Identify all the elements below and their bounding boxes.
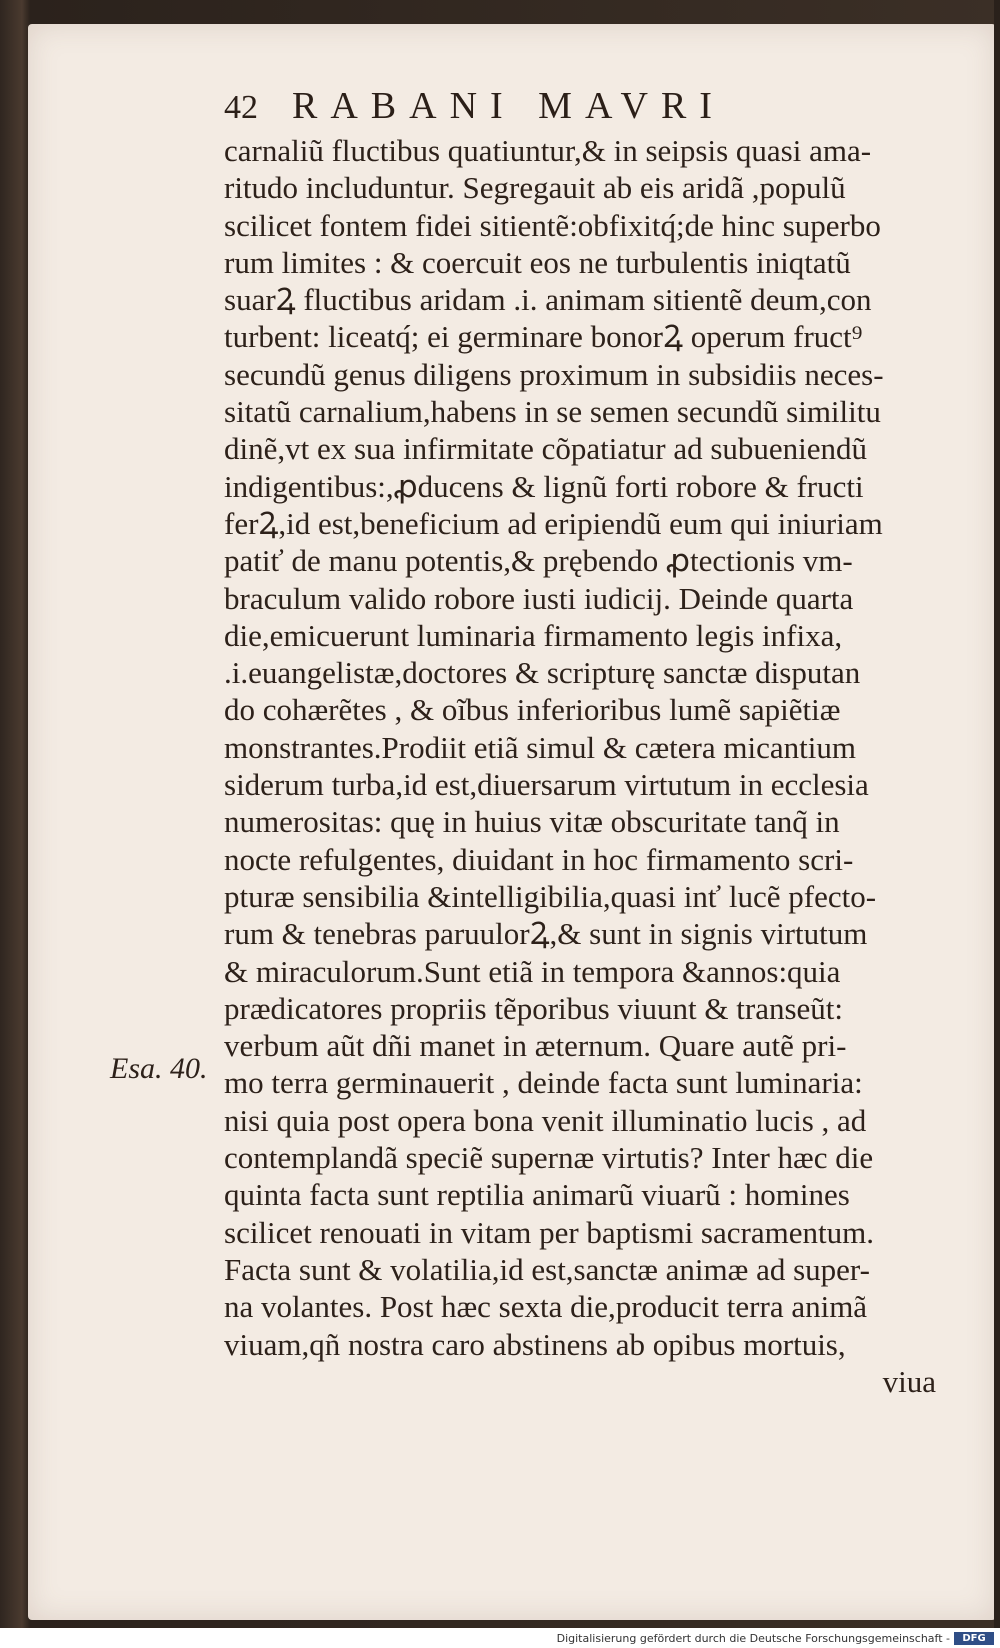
body-text xyxy=(224,132,944,1400)
dfg-logo-icon: DFG xyxy=(954,1632,994,1645)
text-line: prædicatores propriis tẽporibus viuunt & transeũt: xyxy=(224,990,844,1026)
marginal-note: Esa. 40. xyxy=(110,1052,208,1085)
text-line: scilicet fontem fidei sitientẽ:obfixitq́;de hinc superbo xyxy=(224,207,881,243)
text-line: turbent: liceatq́; ei germinare bonorꝜ operum fruct⁹ xyxy=(224,319,863,355)
text-line: die,emicuerunt luminaria firmamento legis infixa, xyxy=(224,617,843,653)
text-line: siderum turba,id est,diuersarum virtutum in ecclesia xyxy=(224,767,869,803)
text-line: verbum aũt dñi manet in æternum. Quare autẽ pri- xyxy=(224,1028,847,1064)
text-line: mo terra germinauerit , deinde facta sunt luminaria: xyxy=(224,1065,863,1101)
text-line: & miraculorum.Sunt etiã in tempora &annos:quia xyxy=(224,953,841,989)
text-line: ritudo includuntur. Segregauit ab eis aridã ,populũ xyxy=(224,170,846,206)
text-line: .i.euangelistæ,doctores & scripturę sanctæ disputan xyxy=(224,655,861,691)
text-line: contemplandã speciẽ supernæ virtutis? Inter hæc die xyxy=(224,1140,874,1176)
text-line: ferꝜ,id est,beneficium ad eripiendũ eum qui iniuriam xyxy=(224,505,883,541)
text-line: carnaliũ fluctibus quatiuntur,& in seipsis quasi ama- xyxy=(224,133,872,168)
text-line: rum & tenebras paruulorꝜ,& sunt in signis virtutum xyxy=(224,916,868,952)
text-line: rum limites : & coercuit eos ne turbulentis iniqtatũ xyxy=(224,244,851,280)
text-line: suarꝜ fluctibus aridam .i. animam sitientẽ deum,con xyxy=(224,282,872,318)
text-line: scilicet renouati in vitam per baptismi sacramentum. xyxy=(224,1214,874,1250)
text-line: braculum valido robore iusti iudicij. Deinde quarta xyxy=(224,580,854,616)
text-line: monstrantes.Prodiit etiã simul & cætera micantium xyxy=(224,729,856,765)
text-line: na volantes. Post hæc sexta die,producit terra animã xyxy=(224,1289,868,1325)
text-line: patiť de manu potentis,& prębendo ꝓtectionis vm- xyxy=(224,543,853,579)
folio-number: 42 xyxy=(224,89,258,126)
page-edge xyxy=(994,0,1000,1648)
text-line: indigentibus:,ꝓducens & lignũ forti robore & fructi xyxy=(224,468,864,504)
text-line: sitatũ carnalium,habens in se semen secundũ similitu xyxy=(224,394,881,430)
catchword: viua xyxy=(882,1363,936,1399)
text-line: do cohærẽtes , & oĩbus inferioribus lumẽ sapiẽtiæ xyxy=(224,692,841,728)
digitization-credit: Digitalisierung gefördert durch die Deutsche Forschungsgemeinschaft - xyxy=(556,1632,950,1645)
running-title: RABANI MAVRI xyxy=(292,85,725,127)
text-line: Facta sunt & volatilia,id est,sanctæ animæ ad super- xyxy=(224,1251,870,1287)
text-line: nisi quia post opera bona venit illuminatio lucis , ad xyxy=(224,1102,867,1138)
text-line: dinẽ,vt ex sua infirmitate cõpatiatur ad subueniendũ xyxy=(224,431,868,467)
text-line: secundũ genus diligens proximum in subsidiis neces- xyxy=(224,356,884,392)
text-line: numerositas: quę in huius vitæ obscuritate tanq̃ in xyxy=(224,804,840,840)
text-line: viuam,qñ nostra caro abstinens ab opibus mortuis, xyxy=(224,1326,846,1362)
text-line: nocte refulgentes, diuidant in hoc firmamento scri- xyxy=(224,841,854,877)
text-line: pturæ sensibilia &intelligibilia,quasi inť lucẽ pfecto- xyxy=(224,878,877,914)
text-line: quinta facta sunt reptilia animarũ viuarũ : homines xyxy=(224,1177,850,1213)
